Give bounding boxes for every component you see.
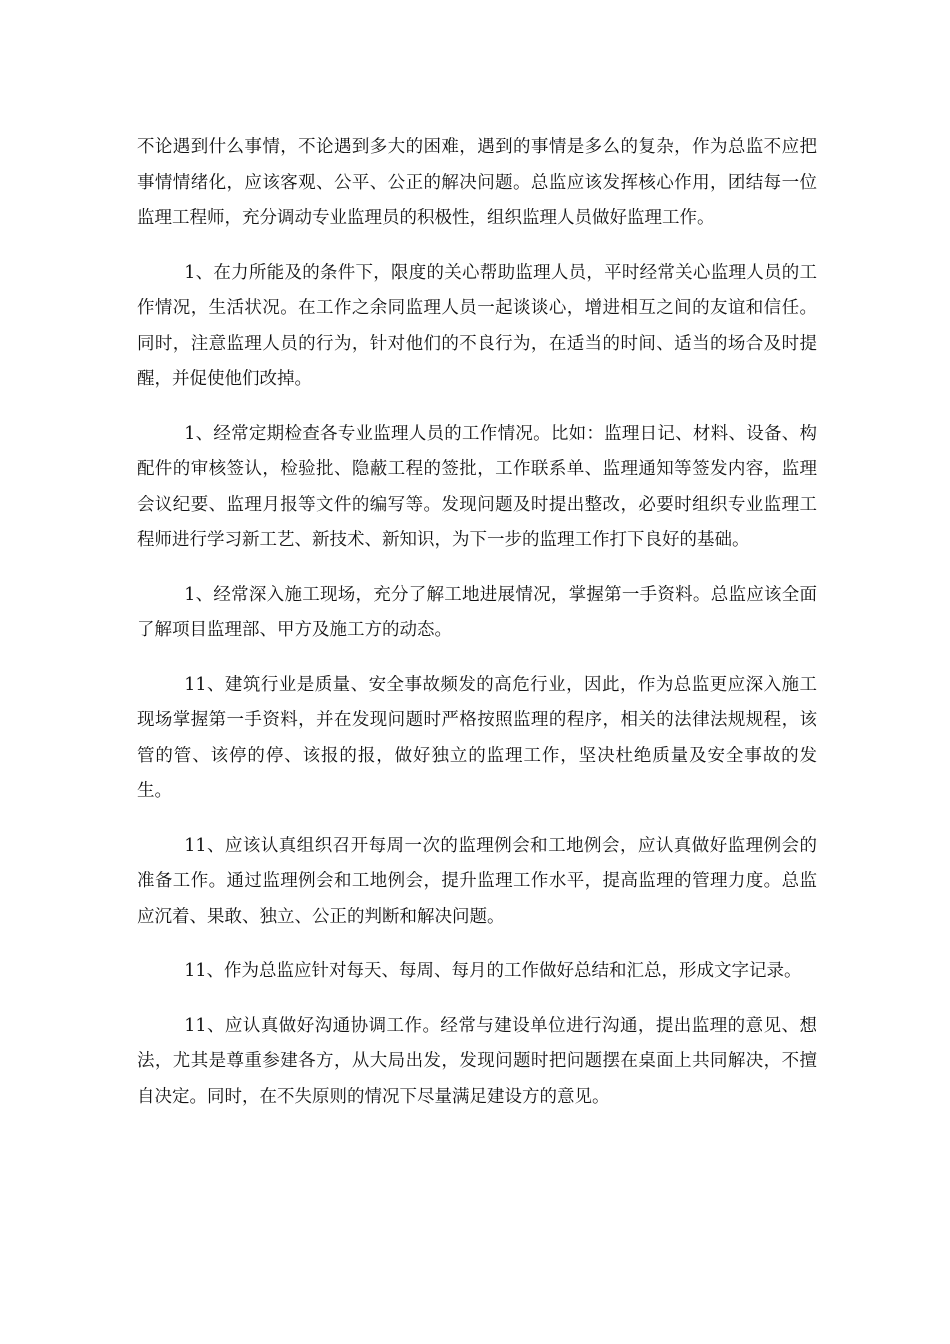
- paragraph-site-visit: 1、经常深入施工现场，充分了解工地进展情况，掌握第一手资料。总监应该全面了解项目监理部、甲方及施工方的动态。: [137, 584, 817, 640]
- paragraph-summary: 11、作为总监应针对每天、每周、每月的工作做好总结和汇总，形成文字记录。: [184, 961, 802, 981]
- paragraph-meetings: 11、应该认真组织召开每周一次的监理例会和工地例会，应认真做好监理例会的准备工作。通过监理例会和工地例会，提升监理工作水平，提高监理的管理力度。总监应沉着、果敢、独立、公正的判断和解决问题。: [137, 835, 817, 927]
- paragraph-safety: 11、建筑行业是质量、安全事故频发的高危行业，因此，作为总监更应深入施工现场掌握第一手资料，并在发现问题时严格按照监理的程序，相关的法律法规规程，该管的管、该停的停、该报的报，做好独立的监理工作，坚决杜绝质量及安全事故的发生。: [137, 674, 817, 801]
- paragraph-inspect-work: 1、经常定期检查各专业监理人员的工作情况。比如：监理日记、材料、设备、构配件的审核签认，检验批、隐蔽工程的签批，工作联系单、监理通知等签发内容，监理会议纪要、监理月报等文件的编写等。发现问题及时提出整改，必要时组织专业监理工程师进行学习新工艺、新技术、新知识，为下一步的监理工作打下良好的基础。: [137, 423, 817, 550]
- paragraph-care-staff: 1、在力所能及的条件下，限度的关心帮助监理人员，平时经常关心监理人员的工作情况，生活状况。在工作之余同监理人员一起谈谈心，增进相互之间的友谊和信任。同时，注意监理人员的行为，针对他们的不良行为，在适当的时间、适当的场合及时提醒，并促使他们改掉。: [137, 262, 817, 389]
- document-body: [137, 130, 817, 1134]
- paragraph-intro: 不论遇到什么事情，不论遇到多大的困难，遇到的事情是多么的复杂，作为总监不应把事情情绪化，应该客观、公平、公正的解决问题。总监应该发挥核心作用，团结每一位监理工程师，充分调动专业监理员的积极性，组织监理人员做好监理工作。: [137, 137, 817, 228]
- paragraph-communication: 11、应认真做好沟通协调工作。经常与建设单位进行沟通，提出监理的意见、想法，尤其是尊重参建各方，从大局出发，发现问题时把问题摆在桌面上共同解决，不擅自决定。同时，在不失原则的情况下尽量满足建设方的意见。: [137, 1015, 817, 1107]
